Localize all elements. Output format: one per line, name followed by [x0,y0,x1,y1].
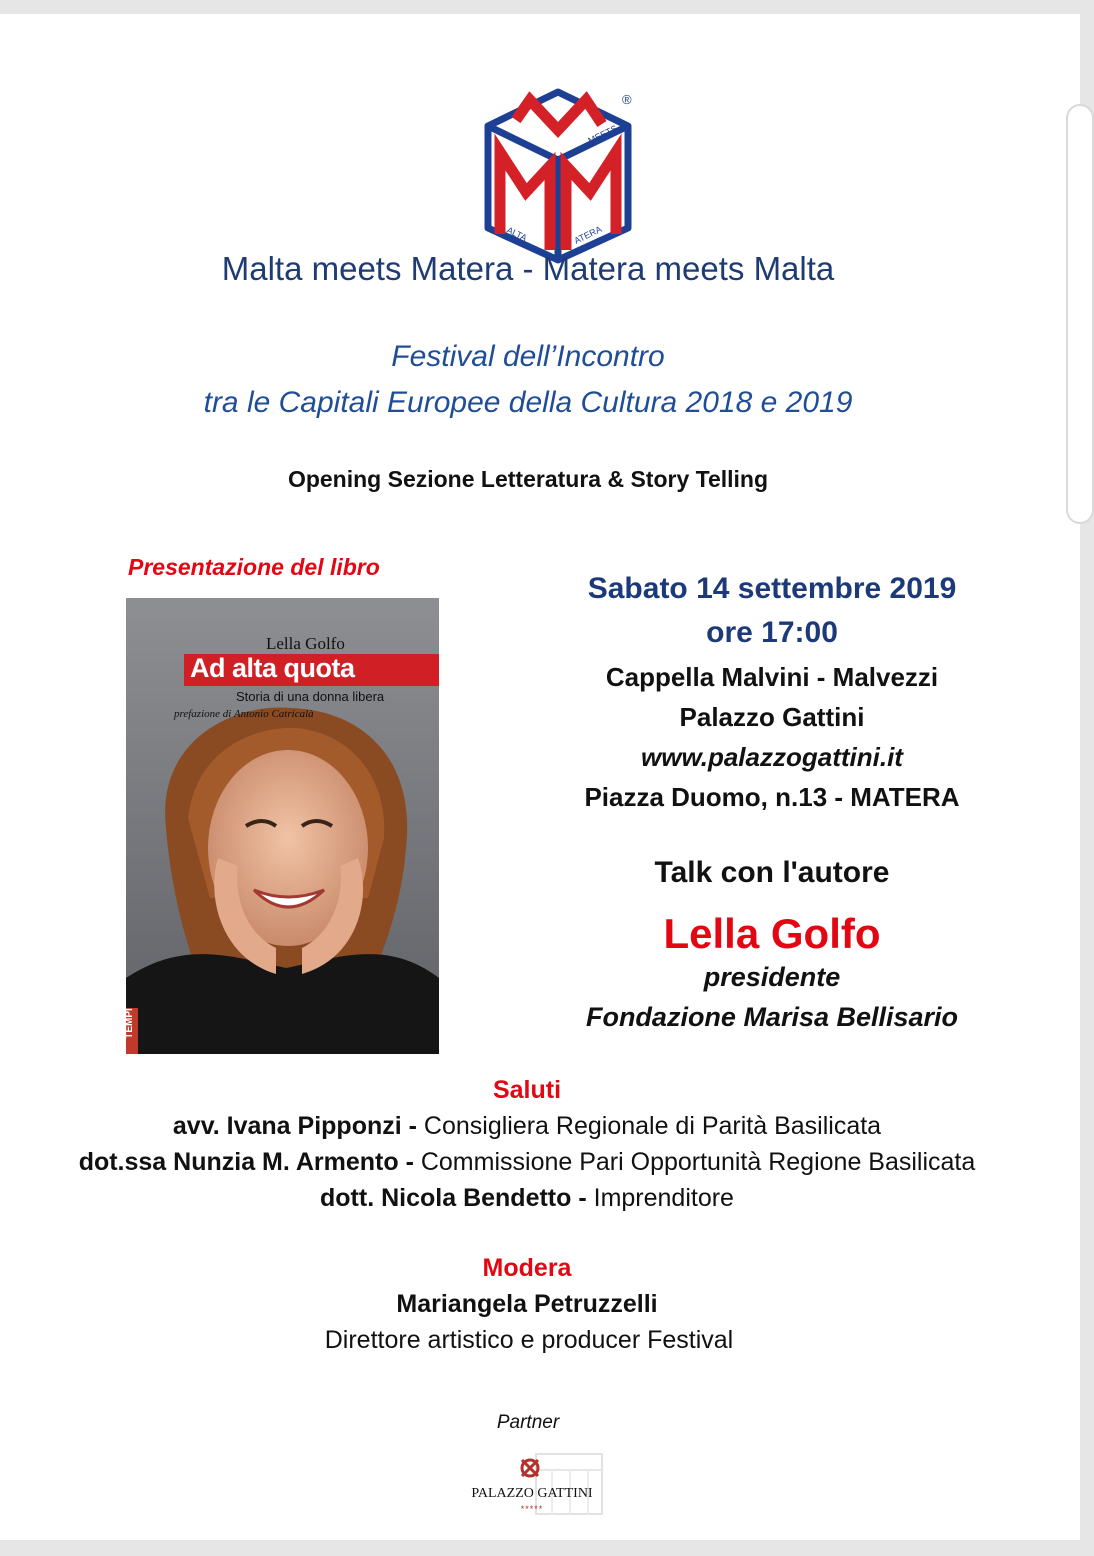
saluti-person-1-name: avv. Ivana Pipponzi - [172,1112,417,1140]
saluti-person-3 [0,1184,1054,1213]
svg-text:ATERA: ATERA [572,223,604,246]
event-venue-2: Palazzo Gattini [679,702,865,732]
book-title: Ad alta quota [190,653,355,683]
saluti-person-3-role: Imprenditore [586,1184,734,1212]
event-date: Sabato 14 settembre 2019 [587,572,957,605]
festival-line-1: Festival dell’Incontro [391,340,665,373]
palazzo-gattini-logo [456,1450,608,1532]
talk-label: Talk con l'autore [654,856,890,889]
poster-page [0,14,1080,1540]
saluti-heading: Saluti [492,1076,562,1104]
festival-line-2: tra le Capitali Europee della Cultura 2018 e 2019 [203,386,853,419]
event-time: ore 17:00 [706,616,838,649]
speaker-organization: Fondazione Marisa Bellisario [585,1002,959,1032]
book-presentation-label: Presentazione del libro [128,554,380,580]
modera-heading: Modera [482,1254,572,1282]
event-address: Piazza Duomo, n.13 - MATERA [584,782,960,812]
section-title: Opening Sezione Letteratura & Story Telling [287,466,769,492]
saluti-person-2-role: Commissione Pari Opportunità Regione Basilicata [413,1148,976,1176]
book-author: Lella Golfo [266,634,345,653]
book-cover [123,598,439,1054]
svg-text:MEETS: MEETS [586,123,619,146]
poster-title: Malta meets Matera - Matera meets Malta [221,250,835,287]
saluti-person-1 [0,1112,1054,1141]
saluti-person-1-role: Consigliera Regionale di Parità Basilicata [416,1112,882,1140]
partner-name: PALAZZO GATTINI [471,1486,593,1501]
book-subtitle: Storia di una donna libera [236,689,385,704]
speaker-name: Lella Golfo [663,910,881,957]
malta-meets-matera-logo [478,86,638,262]
book-preface: prefazione di Antonio Catricalà [174,708,314,720]
svg-text:ALTA: ALTA [505,224,529,244]
partner-label: Partner [496,1412,560,1433]
speaker-role: presidente [703,962,841,992]
svg-text:®: ® [622,92,632,107]
event-venue-1: Cappella Malvini - Malvezzi [605,662,939,692]
saluti-person-3-name: dott. Nicola Bendetto - [320,1184,587,1212]
partner-stars: ***** [520,1504,544,1514]
event-website: www.palazzogattini.it [641,742,903,772]
book-publisher: TEMPI [123,1008,135,1039]
saluti-person-2-name: dot.ssa Nunzia M. Armento - [78,1148,414,1176]
page-scroll-handle[interactable] [1066,104,1094,524]
saluti-person-2 [0,1148,1054,1177]
moderator-role: Direttore artistico e producer Festival [324,1326,734,1354]
moderator-name: Mariangela Petruzzelli [396,1290,658,1318]
